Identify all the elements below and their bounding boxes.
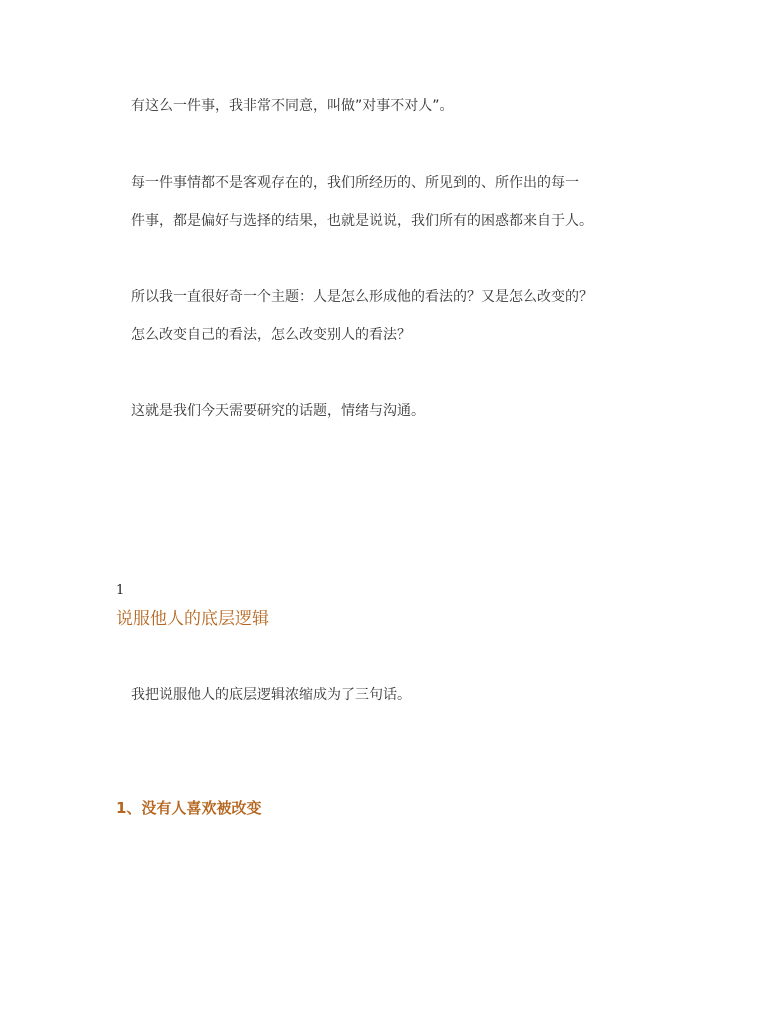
paragraph-3-line-2: 怎么改变自己的看法，怎么改变别人的看法？ bbox=[131, 327, 411, 343]
paragraph-2-line-1: 每一件事情都不是客观存在的，我们所经历的、所见到的、所作出的每一 bbox=[131, 175, 579, 191]
section-number: 1 bbox=[116, 583, 125, 598]
paragraph-3-line-1: 所以我一直很好奇一个主题：人是怎么形成他的看法的？又是怎么改变的？ bbox=[131, 289, 593, 305]
section-title: 说服他人的底层逻辑 bbox=[116, 609, 269, 629]
paragraph-2-line-2: 件事，都是偏好与选择的结果，也就是说说，我们所有的困惑都来自于人。 bbox=[131, 213, 593, 229]
section-intro-paragraph: 我把说服他人的底层逻辑浓缩成为了三句话。 bbox=[131, 687, 411, 703]
subheading-1: 1、没有人喜欢被改变 bbox=[116, 799, 262, 817]
paragraph-4: 这就是我们今天需要研究的话题，情绪与沟通。 bbox=[131, 403, 425, 419]
intro-paragraph: 有这么一件事，我非常不同意，叫做”对事不对人”。 bbox=[131, 98, 454, 114]
